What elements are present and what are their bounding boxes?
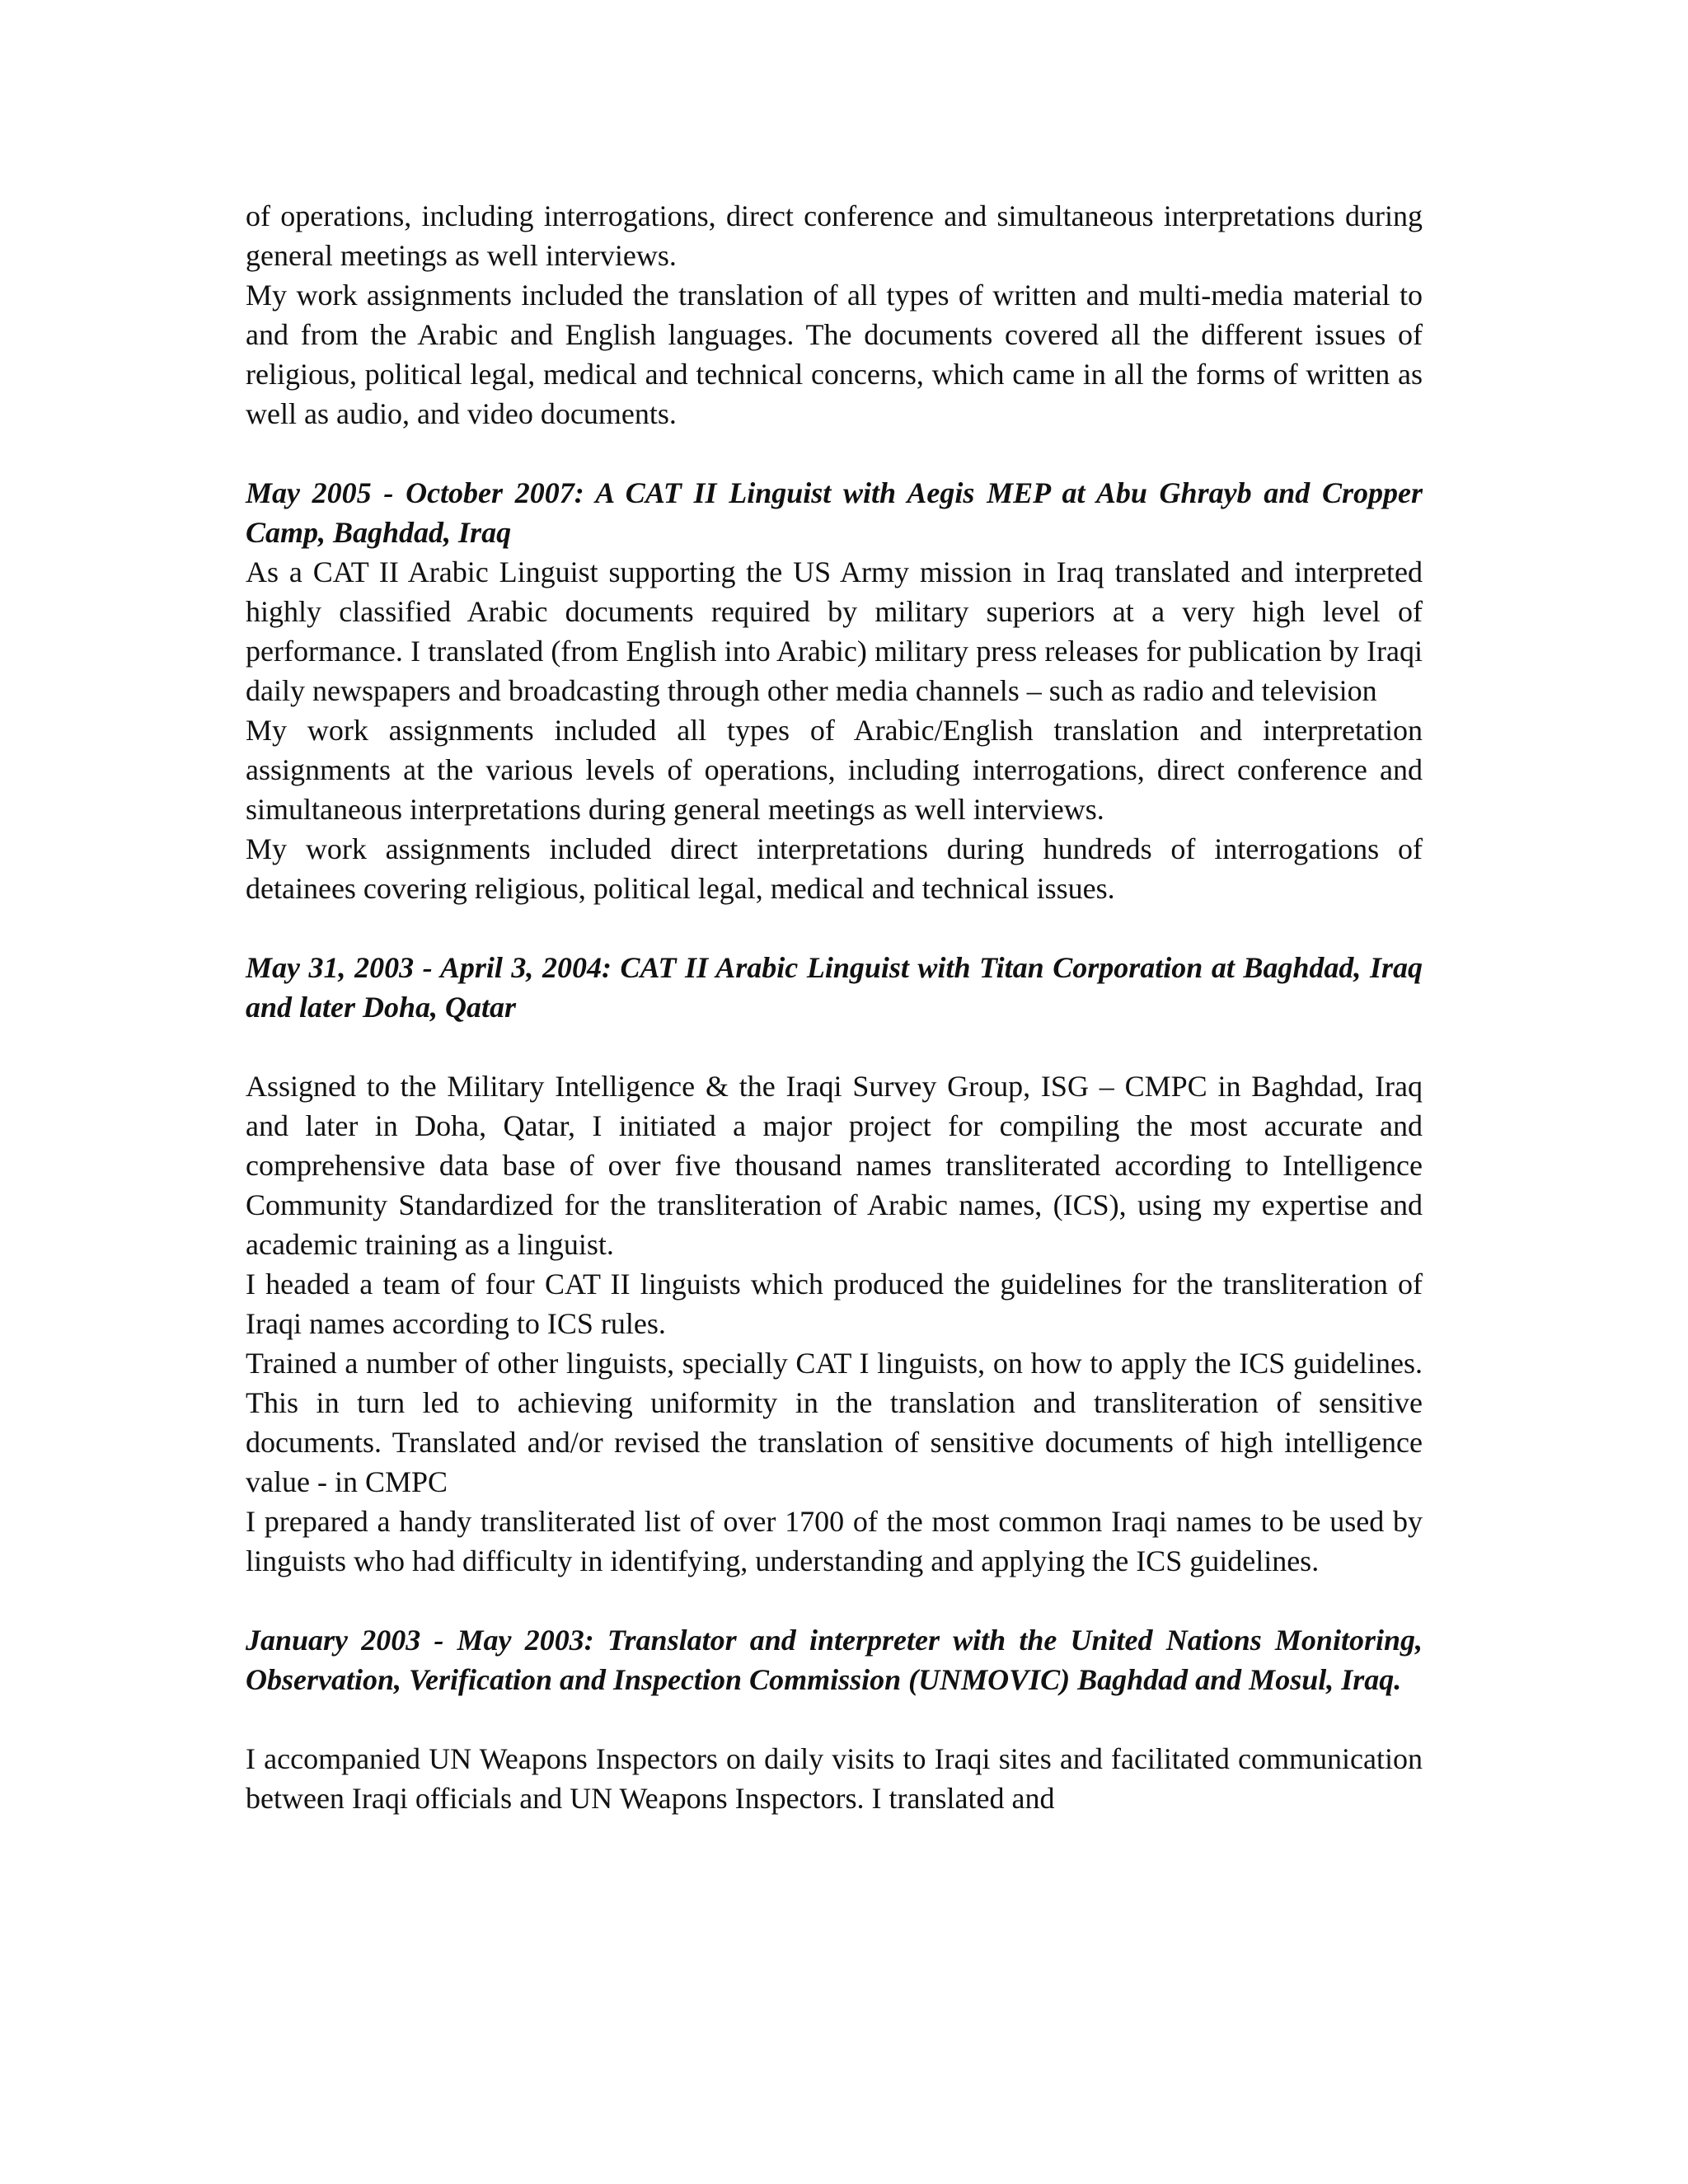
job-heading-aegis: May 2005 - October 2007: A CAT II Linguist with Aegis MEP at Abu Ghrayb and Cropper Camp, Baghdad, Iraq (246, 476, 1423, 549)
body-paragraph: My work assignments included direct interpretations during hundreds of interrogations of detainees covering religious, political legal, medical and technical issues. (246, 832, 1423, 905)
body-paragraph: My work assignments included the translation of all types of written and multi-media material to and from the Arabic and English languages. The documents covered all the different issues of religious, political legal, medical and technical concerns, which came in all the forms of written as well as audio, and video documents. (246, 279, 1423, 430)
job-heading-titan: May 31, 2003 - April 3, 2004: CAT II Arabic Linguist with Titan Corporation at Baghdad, Iraq and later Doha, Qatar (246, 951, 1423, 1024)
body-paragraph: Trained a number of other linguists, specially CAT I linguists, on how to apply the ICS guidelines. This in turn led to achieving uniformity in the translation and transliteration of sensitive documents. Translated and/or revised the translation of sensitive documents of high intelligence value - in CMPC (246, 1347, 1423, 1498)
spacer (246, 434, 1423, 473)
spacer (246, 1581, 1423, 1620)
document-body (246, 196, 1423, 1818)
body-paragraph: I prepared a handy transliterated list of over 1700 of the most common Iraqi names to be used by linguists who had difficulty in identifying, understanding and applying the ICS guidelines. (246, 1505, 1423, 1577)
spacer (246, 908, 1423, 948)
body-paragraph: I accompanied UN Weapons Inspectors on daily visits to Iraqi sites and facilitated communication between Iraqi officials and UN Weapons Inspectors. I translated and (246, 1742, 1423, 1815)
body-paragraph: I headed a team of four CAT II linguists which produced the guidelines for the transliteration of Iraqi names according to ICS rules. (246, 1268, 1423, 1340)
body-paragraph: of operations, including interrogations, direct conference and simultaneous interpretations during general meetings as well interviews. (246, 199, 1423, 272)
body-paragraph: My work assignments included all types of Arabic/English translation and interpretation assignments at the various levels of operations, including interrogations, direct conference and simultaneous interpretations during general meetings as well interviews. (246, 714, 1423, 826)
spacer (246, 1699, 1423, 1739)
body-paragraph: As a CAT II Arabic Linguist supporting the US Army mission in Iraq translated and interpreted highly classified Arabic documents required by military superiors at a very high level of performance. I translated (from English into Arabic) military press releases for publication by Iraqi daily newspapers and broadcasting through other media channels – such as radio and television (246, 555, 1423, 707)
job-heading-unmovic: January 2003 - May 2003: Translator and interpreter with the United Nations Monitoring, Observation, Verification and Inspection Commission (UNMOVIC) Baghdad and Mosul, Iraq. (246, 1624, 1423, 1696)
spacer (246, 1027, 1423, 1066)
body-paragraph: Assigned to the Military Intelligence & the Iraqi Survey Group, ISG – CMPC in Baghdad, Iraq and later in Doha, Qatar, I initiated a major project for compiling the most accurate and comprehensive data base of over five thousand names transliterated according to Intelligence Community Standardized for the transliteration of Arabic names, (ICS), using my expertise and academic training as a linguist. (246, 1070, 1423, 1261)
